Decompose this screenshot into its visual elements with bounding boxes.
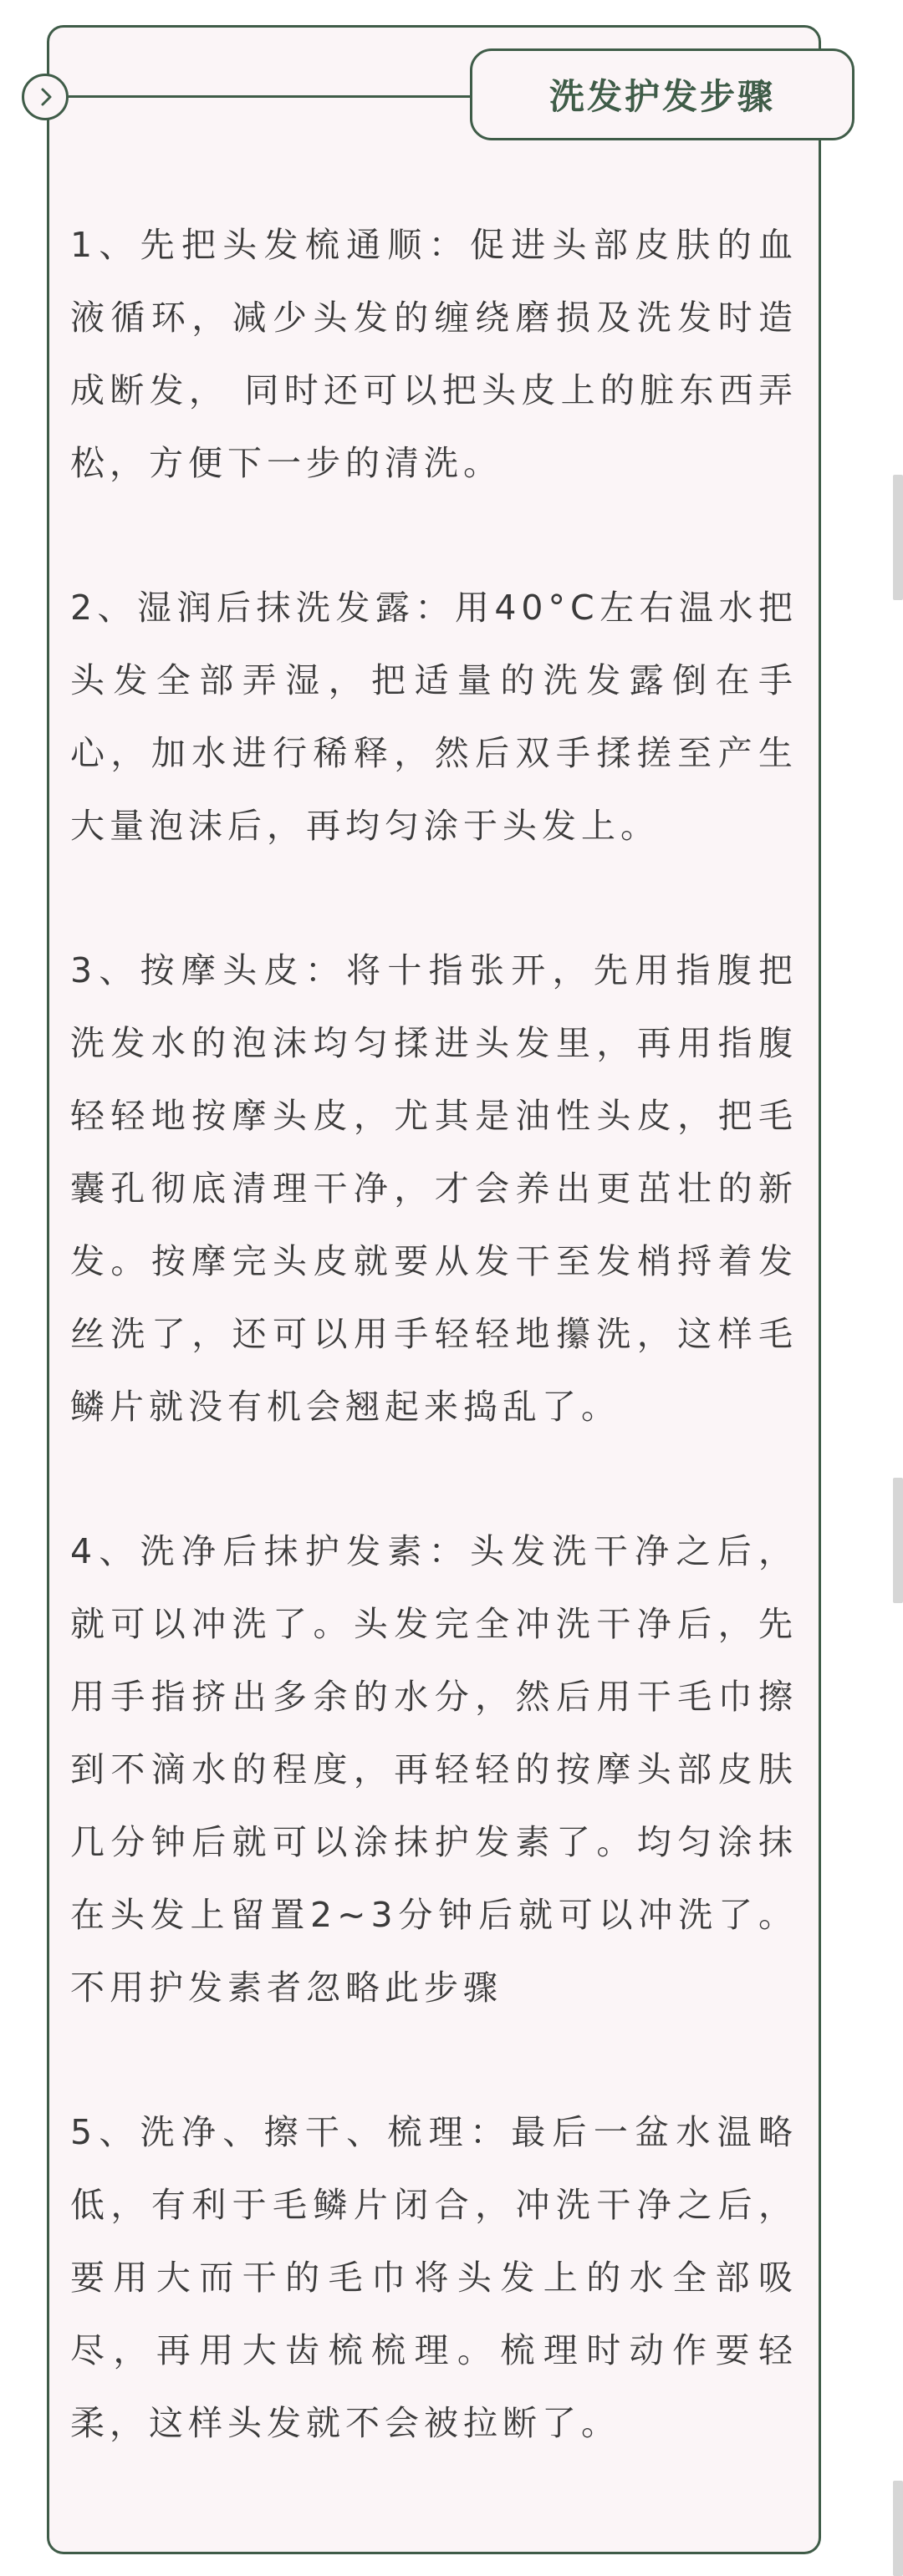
step-paragraph-2: 2、湿润后抹洗发露：用40°C左右温水把头发全部弄湿，把适量的洗发露倒在手心，加水进行稀释，然后双手揉搓至产生大量泡沫后，再均匀涂于头发上。 (70, 588, 798, 846)
scroll-indicator (893, 1478, 903, 1603)
header-divider (69, 95, 537, 98)
step-paragraph-1: 1、先把头发梳通顺：促进头部皮肤的血液循环，减少头发的缠绕磨损及洗发时造成断发， 同时还可以把头皮上的脏东西弄松，方便下一步的清洗。 (70, 225, 798, 483)
scroll-indicator (893, 2481, 903, 2576)
chevron-right-icon (22, 74, 69, 120)
step-paragraph-4: 4、洗净后抹护发素：头发洗干净之后，就可以冲洗了。头发完全冲洗干净后，先用手指挤出多余的水分，然后用干毛巾擦到不滴水的程度，再轻轻的按摩头部皮肤几分钟后就可以涂抹护发素了。均匀涂抹在头发上留置2~3分钟后就可以冲洗了。不用护发素者忽略此步骤 (70, 1531, 798, 2008)
page-title: 洗发护发步骤 (548, 76, 775, 117)
steps-list (70, 209, 798, 2532)
chevron-right-glyph (35, 86, 57, 108)
scroll-indicator (893, 475, 903, 600)
step-paragraph-5: 5、洗净、擦干、梳理：最后一盆水温略低，有利于毛鳞片闭合，冲洗干净之后，要用大而干的毛巾将头发上的水全部吸尽，再用大齿梳梳理。梳理时动作要轻柔，这样头发就不会被拉断了。 (70, 2112, 798, 2443)
step-paragraph-3: 3、按摩头皮：将十指张开，先用指腹把洗发水的泡沫均匀揉进头发里，再用指腹轻轻地按摩头皮，尤其是油性头皮，把毛囊孔彻底清理干净，才会养出更茁壮的新发。按摩完头皮就要从发干至发梢捋着发丝洗了，还可以用手轻轻地攥洗，这样毛鳞片就没有机会翘起来捣乱了。 (70, 950, 798, 1427)
header (22, 48, 794, 140)
title-box (470, 48, 855, 140)
